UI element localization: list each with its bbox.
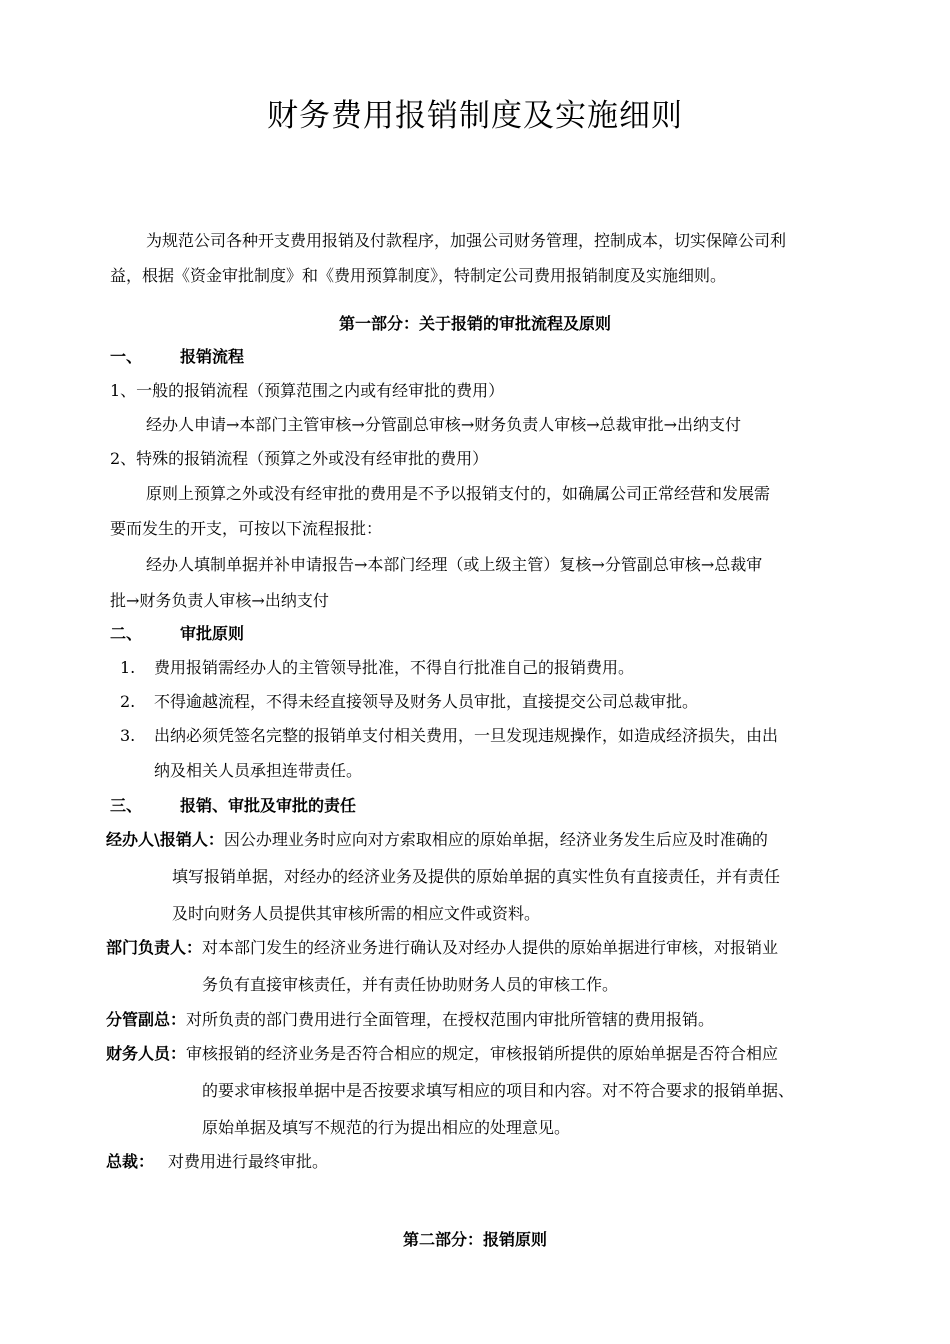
role-dept-head-label: 部门负责人： <box>106 938 203 957</box>
role-handler-line-3: 及时向财务人员提供其审核所需的相应文件或资料。 <box>172 904 541 923</box>
principle-item-3: 3. 出纳必须凭签名完整的报销单支付相关费用，一旦发现违规操作，如造成经济损失，由出 <box>120 726 779 745</box>
section1-heading <box>110 346 244 368</box>
section2-heading <box>110 623 244 645</box>
section3-heading <box>110 795 356 817</box>
special-flow-para-1: 原则上预算之外或没有经审批的费用是不予以报销支付的，如确属公司正常经营和发展需 <box>146 484 771 503</box>
part2-heading: 第二部分：报销原则 <box>402 1230 547 1249</box>
intro-line-1: 为规范公司各种开支费用报销及付款程序，加强公司财务管理，控制成本，切实保障公司利 <box>146 231 787 250</box>
special-flow-steps-1: 经办人填制单据并补申请报告→本部门经理（或上级主管）复核→分管副总审核→总裁审 <box>146 555 763 574</box>
role-vp-label: 分管副总： <box>106 1010 187 1029</box>
role-dept-head: 部门负责人：对本部门发生的经济业务进行确认及对经办人提供的原始单据进行审核，对报销业 <box>106 938 779 957</box>
intro-line-2: 益，根据《资金审批制度》和《费用预算制度》，特制定公司费用报销制度及实施细则。 <box>110 266 727 285</box>
section3-title: 报销、审批及审批的责任 <box>180 796 357 815</box>
role-handler-label: 经办人\报销人： <box>106 830 224 849</box>
role-president-label: 总裁： <box>106 1152 155 1171</box>
role-finance-label: 财务人员： <box>106 1044 187 1063</box>
role-finance-line-3: 原始单据及填写不规范的行为提出相应的处理意见。 <box>202 1118 571 1137</box>
document-title: 财务费用报销制度及实施细则 <box>267 98 683 134</box>
special-flow-heading: 2、特殊的报销流程（预算之外或没有经审批的费用） <box>110 449 489 468</box>
role-dept-head-line-2: 务负有直接审核责任，并有责任协助财务人员的审核工作。 <box>202 975 619 994</box>
special-flow-para-2: 要而发生的开支，可按以下流程报批： <box>110 519 383 538</box>
role-handler: 经办人\报销人：因公办理业务时应向对方索取相应的原始单据，经济业务发生后应及时准确的 <box>106 830 768 849</box>
section1-title: 报销流程 <box>180 347 245 366</box>
general-flow-steps: 经办人申请→本部门主管审核→分管副总审核→财务负责人审核→总裁审批→出纳支付 <box>146 415 742 434</box>
role-finance-line-2: 的要求审核报单据中是否按要求填写相应的项目和内容。对不符合要求的报销单据、 <box>202 1081 795 1100</box>
section3-number: 三、 <box>110 796 143 815</box>
role-handler-line-2: 填写报销单据，对经办的经济业务及提供的原始单据的真实性负有直接责任，并有责任 <box>172 867 781 886</box>
part1-heading: 第一部分：关于报销的审批流程及原则 <box>338 314 611 333</box>
section2-number: 二、 <box>110 624 143 643</box>
section2-title: 审批原则 <box>180 624 245 643</box>
role-finance: 财务人员：审核报销的经济业务是否符合相应的规定，审核报销所提供的原始单据是否符合相应 <box>106 1044 779 1063</box>
special-flow-steps-2: 批→财务负责人审核→出纳支付 <box>110 591 329 610</box>
principle-item-3-cont: 纳及相关人员承担连带责任。 <box>154 761 363 780</box>
role-president: 总裁： 对费用进行最终审批。 <box>106 1152 329 1171</box>
general-flow-heading: 1、一般的报销流程（预算范围之内或有经审批的费用） <box>110 381 505 400</box>
role-vp: 分管副总：对所负责的部门费用进行全面管理，在授权范围内审批所管辖的费用报销。 <box>106 1010 715 1029</box>
principle-item-2: 2. 不得逾越流程，不得未经直接领导及财务人员审批，直接提交公司总裁审批。 <box>120 692 699 711</box>
section1-number: 一、 <box>110 347 143 366</box>
principle-item-1: 1. 费用报销需经办人的主管领导批准，不得自行批准自己的报销费用。 <box>120 658 635 677</box>
